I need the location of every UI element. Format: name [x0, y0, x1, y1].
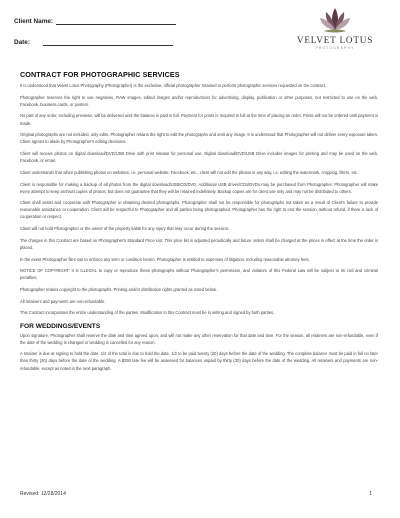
page-number: 1 [369, 491, 372, 497]
logo-name: VELVET LOTUS [296, 35, 374, 45]
contract-paragraph: No part of any order, including previews, will be delivered until the balance is paid in full. Payment for prints is required in full at the time of placing an order. Prints will not be ordered until payment is made. [20, 113, 378, 126]
page-footer [20, 491, 372, 497]
wedding-paragraph: Upon signature, Photographer shall reserve the date and time agreed upon, and will not make any other reservation for that date and time. For the season, all retainers are non-refundable, even if the date of the wedding is changed or wedding is cancelled for any reason. [20, 332, 378, 345]
client-name-field [14, 18, 176, 25]
contract-paragraph: The charges in this Contract are based on Photographer's Standard Price List. This price list is adjusted periodically and future orders shall be charged at the prices in effect at the time the order is placed. [20, 237, 378, 250]
contract-paragraph: Original photographs are not included, only edits. Photographer retains the right to edit the photographs and omit any image. It is understood that Photographer will not deliver every exposure taken. Client agrees to abide by Photographer's editing decisions. [20, 132, 378, 145]
revised-date: Revised: 12/28/2014 [20, 491, 66, 497]
contract-paragraph: Client understands that when publishing photos on websites, i.e. personal website, Facebook, etc., client will not edit the photos in any way, i.e. editing the watermark, cropping, filters, etc. [20, 169, 359, 175]
wedding-paragraph: A retainer is due at signing to hold the date. 1/2 of the total is due to hold the date. 1/2 to be paid twenty (20) days before the date of the wedding. The complete balance must be paid in full no later than thirty (30) days before the date of the wedding. A $250 late fee will be assessed for balances unpaid by thirty (30) days before the date of the wedding. All retainers and payments are non-refundable, except as noted in the next paragraph. [20, 351, 378, 371]
contract-paragraph: Photographer reserves the right to use negatives, RAW images, edited images and/or reproductions for advertising, display, publication or other purposes, not restricted to use on the web, Facebook, business cards, or posters. [20, 94, 378, 107]
section-heading-weddings: FOR WEDDINGS/EVENTS [20, 322, 101, 330]
velvet-lotus-logo [286, 6, 384, 62]
contract-paragraph: Client shall assist and cooperate with Photographer in obtaining desired photographs. Photographer shall not be responsible for photographs not taken as a result of Client's failure to provide reasonable assistance or cooperation. Client will be respectful to Photographer and all parties being photographed. Photographer has the right to end the session, without refund, if there is lack of cooperation or respect. [20, 200, 378, 220]
contract-paragraph: All retainers and payments are non-refundable. [20, 298, 106, 304]
contract-paragraph: It is understood that Velvet Lotus Photography (Photographer) is the exclusive, official photographer retained to perform photographic services requested on the contract. [20, 83, 326, 88]
contract-paragraph: This Contract incorporates the entire understanding of the parties. Modification to this Contract must be in writing and signed by both parties. [20, 310, 275, 316]
contract-paragraph: In the event Photographer files suit to enforce any term or condition herein, Photographer is entitled to expenses of litigation, including reasonable attorney fees. [20, 256, 310, 262]
date-label: Date: [14, 39, 30, 46]
contract-paragraph: Client will not hold Photographer or the owner of the property liable for any injury that may occur during the session. [20, 226, 230, 232]
client-name-label: Client Name: [14, 18, 54, 25]
contract-paragraph: NOTICE OF COPYRIGHT: It is ILLEGAL to copy or reproduce these photographs without Photographer's permission, and violators of this Federal Law will be subject to its civil and criminal penalties. [20, 268, 378, 281]
lotus-flower-icon [318, 6, 352, 34]
document-header [0, 0, 400, 70]
contract-paragraph: Client is responsible for making a backup of all photos from the digital download/USB/CD/DVD. Additional USB drives/CDs/DVDs may be purchased from Photographer. Photographer will make every attempt to keep archival copies of photos, but does not guarantee that they will be retained indefinitely. Backup copies are for client use only and may not be distributed to others. [20, 181, 378, 194]
date-field [14, 39, 173, 46]
contract-paragraph: Client will receive photos on digital download/DVD/USB Drive with print release for personal use. Digital download/DVD/USB Drive includes images for printing and may be used on the web, Facebook, or email. [20, 151, 378, 164]
client-name-line [56, 18, 176, 25]
logo-tagline: PHOTOGRAPHY [315, 46, 355, 50]
date-line [43, 39, 173, 46]
contract-body [20, 70, 378, 376]
contract-paragraph: Photographer retains copyright to the photographs. Printing and/or distribution rights granted as noted below. [20, 287, 217, 293]
contract-title: CONTRACT FOR PHOTOGRAPHIC SERVICES [20, 70, 180, 79]
